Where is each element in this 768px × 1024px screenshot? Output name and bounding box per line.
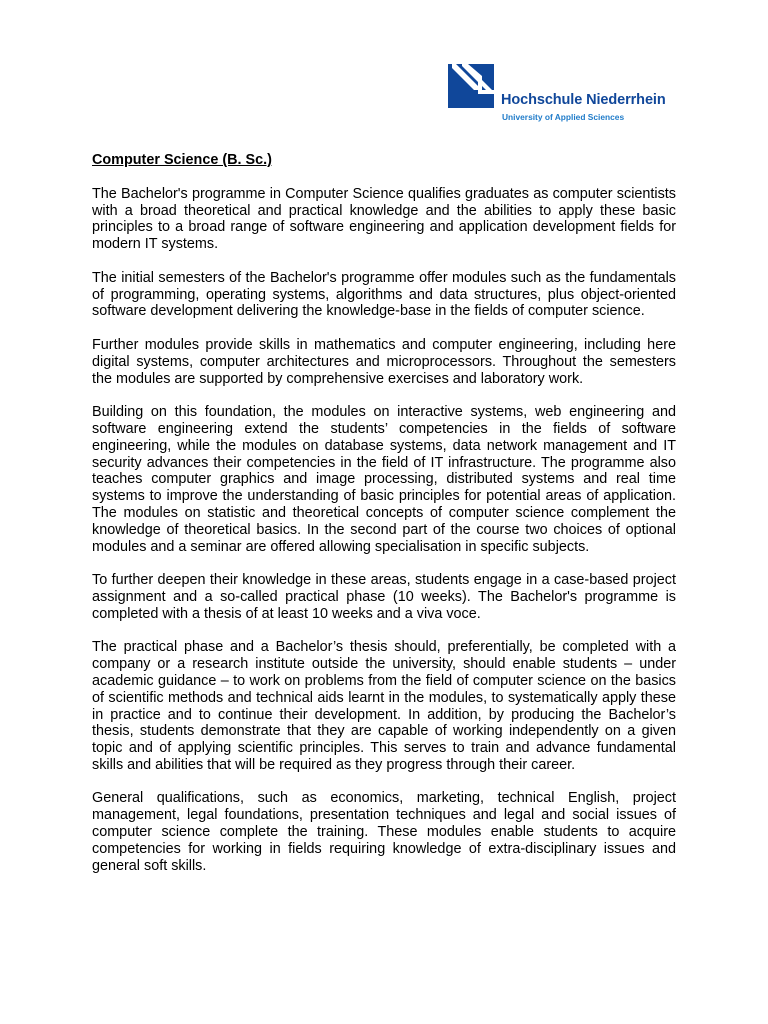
university-logo: [448, 62, 680, 124]
university-subtitle: University of Applied Sciences: [502, 112, 625, 122]
paragraph-practical-phase: The practical phase and a Bachelor’s thesis should, preferentially, be completed with a company or a research institute outside the university, should enable students – under academic guidance – to work on problems from the field of computer science on the basics of scientific methods and technical aids learnt in the modules, to systematically apply these in practice and to continue their development. In addition, by producing the Bachelor’s thesis, students demonstrate that they are capable of working independently on a given topic and of applying scientific principles. This serves to train and advance fundamental skills and abilities that will be required as they progress through their career.: [92, 639, 676, 773]
paragraph-deepen-knowledge: To further deepen their knowledge in these areas, students engage in a case-based project assignment and a so-called practical phase (10 weeks). The Bachelor's programme is completed with a thesis of at least 10 weeks and a viva voce.: [92, 572, 676, 622]
document-body: [92, 152, 676, 891]
paragraph-initial-semesters: The initial semesters of the Bachelor's programme offer modules such as the fundamentals of programming, operating systems, algorithms and data structures, plus object-oriented software development delivering the knowledge-base in the fields of computer science.: [92, 269, 676, 320]
page-title: Computer Science (B. Sc.): [92, 152, 272, 168]
university-name: Hochschule Niederrhein: [501, 92, 666, 108]
university-emblem-icon: [448, 64, 494, 108]
paragraph-further-modules: Further modules provide skills in mathematics and computer engineering, including here digital systems, computer architectures and microprocessors. Throughout the semesters the modules are supported by comprehensive exercises and laboratory work.: [92, 336, 676, 387]
paragraph-intro: The Bachelor's programme in Computer Science qualifies graduates as computer scientists with a broad theoretical and practical knowledge and the abilities to apply these basic principles to a broad range of software engineering and application development fields for modern IT systems.: [92, 185, 676, 253]
paragraph-foundation: Building on this foundation, the modules on interactive systems, web engineering and software engineering extend the students’ competencies in the fields of software engineering, while the modules on database systems, data network management and IT security advances their competencies in the field of IT infrastructure. The programme also teaches computer graphics and image processing, distributed systems and real time systems to improve the understanding of basic principles for potential areas of application. The modules on statistic and theoretical concepts of computer science complement the knowledge of theoretical basics. In the second part of the course two choices of optional modules and a seminar are offered allowing specialisation in specific subjects.: [92, 404, 676, 555]
paragraph-general-qualifications: General qualifications, such as economics, marketing, technical English, project management, legal foundations, presentation techniques and legal and social issues of computer science complete the training. These modules enable students to acquire competencies for working in fields requiring knowledge of extra-disciplinary issues and general soft skills.: [92, 790, 676, 874]
